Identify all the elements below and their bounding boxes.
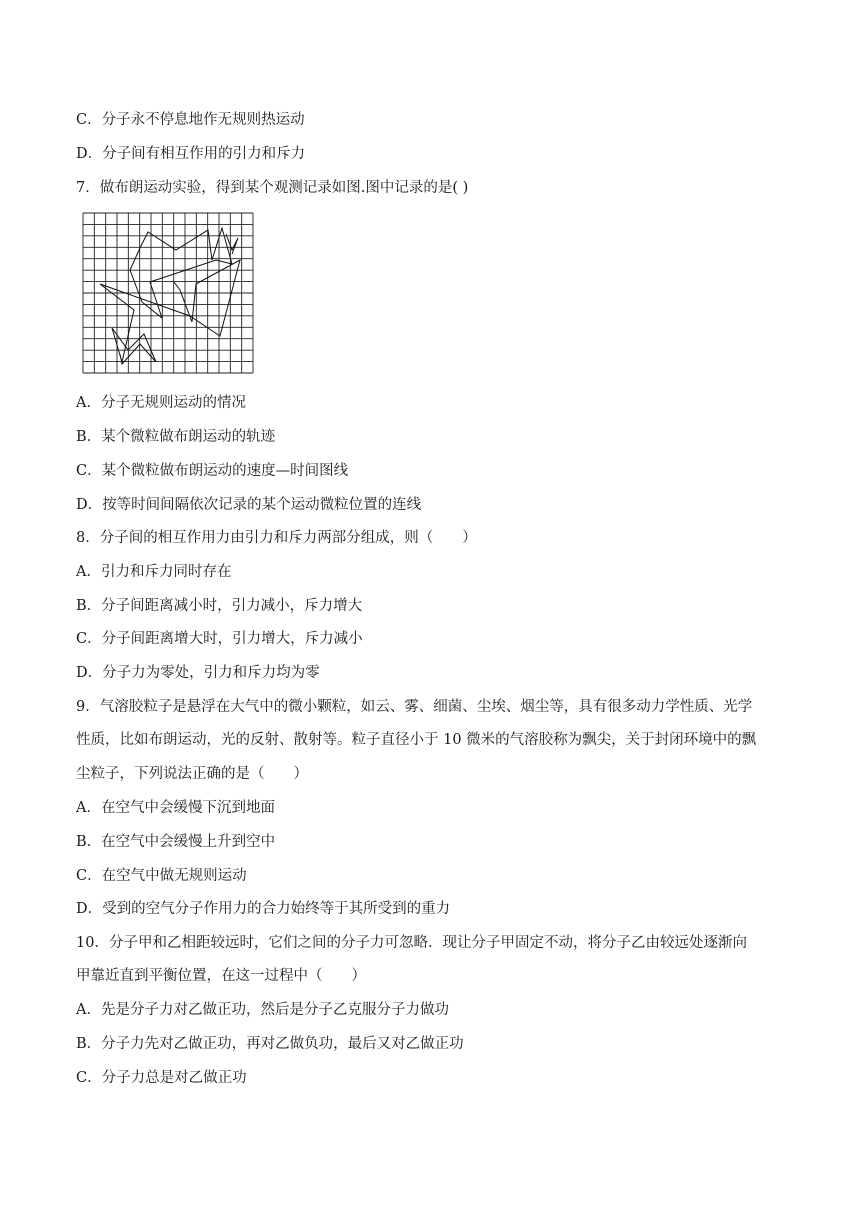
option-a-q9: A．在空气中会缓慢下沉到地面: [76, 800, 275, 816]
question-10-line-2: 甲靠近直到平衡位置，在这一过程中（ ）: [76, 968, 366, 984]
question-8: 8．分子间的相互作用力由引力和斥力两部分组成，则（ ）: [76, 530, 477, 546]
option-c-q8: C．分子间距离增大时，引力增大，斥力减小: [76, 631, 363, 647]
option-b-q9: B．在空气中会缓慢上升到空中: [76, 834, 276, 850]
question-9-line-3: 尘粒子，下列说法正确的是（ ）: [76, 766, 308, 782]
option-d-q6: D．分子间有相互作用的引力和斥力: [76, 146, 306, 162]
option-a-q10: A．先是分子力对乙做正功，然后是分子乙克服分子力做功: [76, 1002, 449, 1018]
option-b-q7: B．某个微粒做布朗运动的轨迹: [76, 429, 276, 445]
question-7: 7．做布朗运动实验，得到某个观测记录如图.图中记录的是( ): [76, 180, 469, 196]
option-c-q9: C．在空气中做无规则运动: [76, 868, 247, 884]
option-a-q8: A．引力和斥力同时存在: [76, 564, 232, 580]
question-9-line-2: 性质，比如布朗运动，光的反射、散射等。粒子直径小于 10 微米的气溶胶称为飘尖，关于封闭环境中的飘: [76, 732, 757, 748]
option-c-q10: C．分子力总是对乙做正功: [76, 1070, 247, 1086]
option-d-q7: D．按等时间间隔依次记录的某个运动微粒位置的连线: [76, 497, 422, 513]
option-d-q8: D．分子力为零处，引力和斥力均为零: [76, 665, 320, 681]
brownian-motion-figure: [82, 212, 254, 378]
option-b-q8: B．分子间距离减小时，引力减小，斥力增大: [76, 598, 363, 614]
option-a-q7: A．分子无规则运动的情况: [76, 395, 246, 411]
question-10-line-1: 10．分子甲和乙相距较远时，它们之间的分子力可忽略．现让分子甲固定不动，将分子乙由较远处逐渐向: [76, 935, 747, 951]
option-c-q7: C．某个微粒做布朗运动的速度—时间图线: [76, 463, 349, 479]
question-9-line-1: 9．气溶胶粒子是悬浮在大气中的微小颗粒，如云、雾、细菌、尘埃、烟尘等，具有很多动力学性质、光学: [76, 699, 753, 715]
option-c-q6: C．分子永不停息地作无规则热运动: [76, 112, 305, 128]
option-b-q10: B．分子力先对乙做正功，再对乙做负功，最后又对乙做正功: [76, 1036, 464, 1052]
option-d-q9: D．受到的空气分子作用力的合力始终等于其所受到的重力: [76, 901, 451, 917]
